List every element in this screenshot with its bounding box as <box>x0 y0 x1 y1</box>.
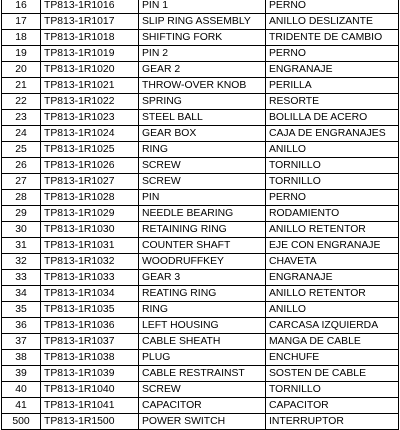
table-row <box>2 110 399 126</box>
part-number-cell: TP813-1R1025 <box>41 142 139 158</box>
item-number-cell: 26 <box>2 158 41 174</box>
spanish-name-cell: TORNILLO <box>266 158 399 174</box>
spanish-name-cell: CARCASA IZQUIERDA <box>266 318 399 334</box>
table-row <box>2 142 399 158</box>
table-row <box>2 350 399 366</box>
table-row <box>2 0 399 14</box>
part-number-cell: TP813-1R1039 <box>41 366 139 382</box>
spanish-name-cell: EJE CON ENGRANAJE <box>266 238 399 254</box>
item-number-cell: 39 <box>2 366 41 382</box>
spanish-name-cell: CHAVETA <box>266 254 399 270</box>
item-number-cell: 32 <box>2 254 41 270</box>
item-number-cell: 21 <box>2 78 41 94</box>
item-number-cell: 27 <box>2 174 41 190</box>
spanish-name-cell: ANILLO DESLIZANTE <box>266 14 399 30</box>
english-name-cell: SHIFTING FORK <box>139 30 266 46</box>
english-name-cell: SCREW <box>139 158 266 174</box>
item-number-cell: 34 <box>2 286 41 302</box>
spanish-name-cell: SOSTEN DE CABLE <box>266 366 399 382</box>
spanish-name-cell: ENGRANAJE <box>266 62 399 78</box>
spanish-name-cell: ENGRANAJE <box>266 270 399 286</box>
english-name-cell: CAPACITOR <box>139 398 266 414</box>
item-number-cell: 17 <box>2 14 41 30</box>
item-number-cell: 35 <box>2 302 41 318</box>
spanish-name-cell: ANILLO <box>266 302 399 318</box>
part-number-cell: TP813-1R1034 <box>41 286 139 302</box>
item-number-cell: 31 <box>2 238 41 254</box>
spanish-name-cell: MANGA DE CABLE <box>266 334 399 350</box>
spanish-name-cell: BOLILLA DE ACERO <box>266 110 399 126</box>
table-row <box>2 254 399 270</box>
english-name-cell: PLUG <box>139 350 266 366</box>
english-name-cell: CABLE SHEATH <box>139 334 266 350</box>
table-row <box>2 414 399 430</box>
table-row <box>2 302 399 318</box>
spanish-name-cell: RODAMIENTO <box>266 206 399 222</box>
part-number-cell: TP813-1R1019 <box>41 46 139 62</box>
parts-table <box>1 0 399 430</box>
item-number-cell: 40 <box>2 382 41 398</box>
english-name-cell: REATING RING <box>139 286 266 302</box>
item-number-cell: 23 <box>2 110 41 126</box>
part-number-cell: TP813-1R1022 <box>41 94 139 110</box>
spanish-name-cell: PERILLA <box>266 78 399 94</box>
spanish-name-cell: PERNO <box>266 0 399 14</box>
part-number-cell: TP813-1R1041 <box>41 398 139 414</box>
english-name-cell: SPRING <box>139 94 266 110</box>
part-number-cell: TP813-1R1030 <box>41 222 139 238</box>
spanish-name-cell: TORNILLO <box>266 382 399 398</box>
part-number-cell: TP813-1R1016 <box>41 0 139 14</box>
table-row <box>2 206 399 222</box>
spanish-name-cell: ANILLO <box>266 142 399 158</box>
part-number-cell: TP813-1R1018 <box>41 30 139 46</box>
part-number-cell: TP813-1R1031 <box>41 238 139 254</box>
table-row <box>2 334 399 350</box>
item-number-cell: 38 <box>2 350 41 366</box>
item-number-cell: 20 <box>2 62 41 78</box>
table-row <box>2 46 399 62</box>
spanish-name-cell: INTERRUPTOR <box>266 414 399 430</box>
english-name-cell: PIN 2 <box>139 46 266 62</box>
item-number-cell: 25 <box>2 142 41 158</box>
english-name-cell: RING <box>139 302 266 318</box>
english-name-cell: GEAR 2 <box>139 62 266 78</box>
table-row <box>2 126 399 142</box>
part-number-cell: TP813-1R1027 <box>41 174 139 190</box>
table-row <box>2 318 399 334</box>
part-number-cell: TP813-1R1036 <box>41 318 139 334</box>
english-name-cell: POWER SWITCH <box>139 414 266 430</box>
part-number-cell: TP813-1R1037 <box>41 334 139 350</box>
english-name-cell: THROW-OVER KNOB <box>139 78 266 94</box>
spanish-name-cell: RESORTE <box>266 94 399 110</box>
parts-table-body <box>2 0 399 430</box>
part-number-cell: TP813-1R1028 <box>41 190 139 206</box>
item-number-cell: 500 <box>2 414 41 430</box>
spanish-name-cell: TRIDENTE DE CAMBIO <box>266 30 399 46</box>
english-name-cell: LEFT HOUSING <box>139 318 266 334</box>
part-number-cell: TP813-1R1023 <box>41 110 139 126</box>
english-name-cell: PIN 1 <box>139 0 266 14</box>
item-number-cell: 36 <box>2 318 41 334</box>
table-row <box>2 62 399 78</box>
table-row <box>2 382 399 398</box>
part-number-cell: TP813-1R1035 <box>41 302 139 318</box>
part-number-cell: TP813-1R1033 <box>41 270 139 286</box>
part-number-cell: TP813-1R1040 <box>41 382 139 398</box>
item-number-cell: 37 <box>2 334 41 350</box>
part-number-cell: TP813-1R1021 <box>41 78 139 94</box>
table-row <box>2 366 399 382</box>
english-name-cell: WOODRUFFKEY <box>139 254 266 270</box>
english-name-cell: NEEDLE BEARING <box>139 206 266 222</box>
english-name-cell: SCREW <box>139 174 266 190</box>
spanish-name-cell: PERNO <box>266 46 399 62</box>
item-number-cell: 24 <box>2 126 41 142</box>
english-name-cell: STEEL BALL <box>139 110 266 126</box>
english-name-cell: PIN <box>139 190 266 206</box>
english-name-cell: GEAR 3 <box>139 270 266 286</box>
part-number-cell: TP813-1R1024 <box>41 126 139 142</box>
spanish-name-cell: CAJA DE ENGRANAJES <box>266 126 399 142</box>
spanish-name-cell: PERNO <box>266 190 399 206</box>
part-number-cell: TP813-1R1500 <box>41 414 139 430</box>
item-number-cell: 18 <box>2 30 41 46</box>
english-name-cell: SLIP RING ASSEMBLY <box>139 14 266 30</box>
part-number-cell: TP813-1R1032 <box>41 254 139 270</box>
english-name-cell: COUNTER SHAFT <box>139 238 266 254</box>
english-name-cell: RETAINING RING <box>139 222 266 238</box>
english-name-cell: RING <box>139 142 266 158</box>
spanish-name-cell: TORNILLO <box>266 174 399 190</box>
part-number-cell: TP813-1R1017 <box>41 14 139 30</box>
english-name-cell: CABLE RESTRAINST <box>139 366 266 382</box>
item-number-cell: 28 <box>2 190 41 206</box>
table-row <box>2 14 399 30</box>
item-number-cell: 29 <box>2 206 41 222</box>
table-row <box>2 190 399 206</box>
spanish-name-cell: ANILLO RETENTOR <box>266 222 399 238</box>
part-number-cell: TP813-1R1020 <box>41 62 139 78</box>
table-row <box>2 238 399 254</box>
table-row <box>2 158 399 174</box>
item-number-cell: 22 <box>2 94 41 110</box>
table-row <box>2 398 399 414</box>
table-row <box>2 78 399 94</box>
table-row <box>2 174 399 190</box>
item-number-cell: 30 <box>2 222 41 238</box>
spanish-name-cell: ANILLO RETENTOR <box>266 286 399 302</box>
table-row <box>2 270 399 286</box>
item-number-cell: 41 <box>2 398 41 414</box>
english-name-cell: GEAR BOX <box>139 126 266 142</box>
english-name-cell: SCREW <box>139 382 266 398</box>
item-number-cell: 16 <box>2 0 41 14</box>
table-row <box>2 30 399 46</box>
item-number-cell: 19 <box>2 46 41 62</box>
part-number-cell: TP813-1R1038 <box>41 350 139 366</box>
spanish-name-cell: ENCHUFE <box>266 350 399 366</box>
table-row <box>2 222 399 238</box>
part-number-cell: TP813-1R1026 <box>41 158 139 174</box>
table-row <box>2 286 399 302</box>
part-number-cell: TP813-1R1029 <box>41 206 139 222</box>
table-row <box>2 94 399 110</box>
item-number-cell: 33 <box>2 270 41 286</box>
spanish-name-cell: CAPACITOR <box>266 398 399 414</box>
